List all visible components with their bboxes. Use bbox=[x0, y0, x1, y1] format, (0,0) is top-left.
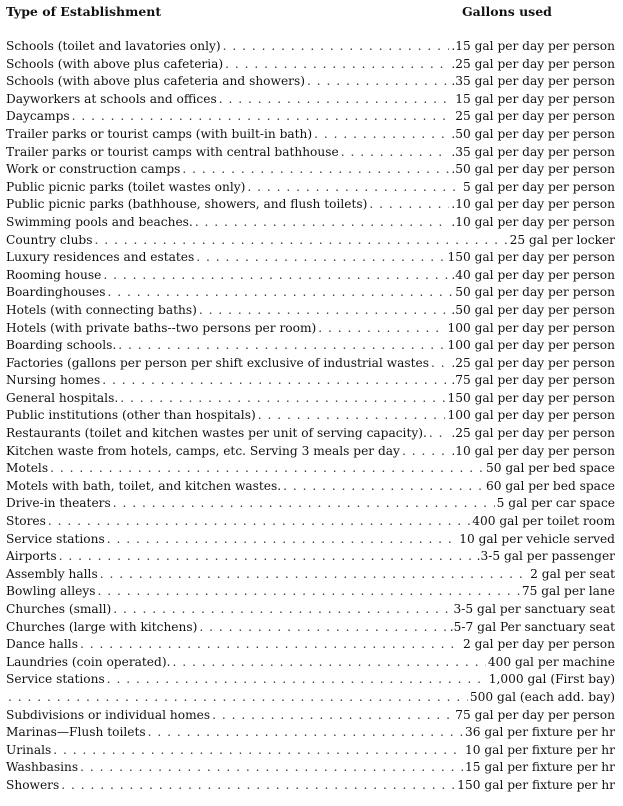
establishment-name: Daycamps bbox=[6, 109, 70, 124]
gallons-value: 5 gal per day per person bbox=[462, 179, 615, 194]
establishment-name: Restaurants (toilet and kitchen wastes per unit of serving capacity). bbox=[6, 426, 427, 441]
table-row bbox=[6, 407, 615, 425]
table-row bbox=[6, 566, 615, 584]
dot-leader bbox=[59, 548, 475, 566]
dot-leader bbox=[94, 232, 507, 250]
establishment-name: Stores bbox=[6, 514, 46, 529]
gallons-value: 10 gal per fixture per hr bbox=[465, 742, 615, 757]
establishment-name: Boarding schools. bbox=[6, 338, 117, 353]
dot-leader bbox=[107, 531, 457, 549]
gallons-value: 3-5 gal per sanctuary seat bbox=[453, 602, 615, 616]
dot-leader bbox=[53, 742, 463, 760]
dot-leader bbox=[80, 636, 461, 654]
table-row bbox=[6, 267, 615, 285]
table-row bbox=[6, 144, 615, 162]
gallons-value: .50 gal per day per person bbox=[451, 126, 615, 141]
table-row bbox=[6, 531, 615, 549]
establishment-name: Schools (with above plus cafeteria and showers) bbox=[6, 74, 305, 89]
establishment-name: Boardinghouses bbox=[6, 285, 106, 300]
establishment-name: Motels with bath, toilet, and kitchen wastes. bbox=[6, 478, 282, 493]
dot-leader bbox=[431, 355, 449, 373]
table-row bbox=[6, 601, 615, 619]
establishment-name: Country clubs bbox=[6, 232, 93, 247]
establishment-name: Public picnic parks (bathhouse, showers, and flush toilets) bbox=[6, 197, 368, 212]
gallons-value: 5 gal per car space bbox=[496, 496, 615, 511]
gallons-value: .10 gal per day per person bbox=[451, 214, 615, 229]
type-of-establishment-heading: Type of Establishment bbox=[6, 4, 162, 19]
dot-leader bbox=[219, 91, 454, 109]
gallons-value: 15 gal per day per person bbox=[455, 91, 615, 106]
establishment-name: Luxury residences and estates bbox=[6, 250, 195, 265]
table-row bbox=[6, 126, 615, 144]
gallons-value: 25 gal per locker bbox=[509, 232, 615, 247]
table-row bbox=[6, 214, 615, 232]
gallons-value: 75 gal per lane bbox=[521, 584, 615, 599]
gallons-value: .35 gal per day per person bbox=[451, 144, 615, 159]
table-row bbox=[6, 56, 615, 74]
table-row bbox=[6, 742, 615, 760]
dot-leader bbox=[8, 689, 468, 707]
gallons-value: .3-5 gal per passenger bbox=[476, 549, 615, 564]
gallons-value: .40 gal per day per person bbox=[451, 267, 615, 282]
establishment-name: Trailer parks or tourist camps (with built-in bath) bbox=[6, 126, 313, 141]
dot-leader bbox=[108, 284, 454, 302]
dot-leader bbox=[195, 214, 450, 232]
gallons-value: .25 gal per day per person bbox=[451, 56, 615, 71]
establishment-name: Dayworkers at schools and offices bbox=[6, 91, 217, 106]
table-row bbox=[6, 583, 615, 601]
table-row bbox=[6, 548, 615, 566]
gallons-value: 150 gal per fixture per hr bbox=[457, 777, 615, 792]
table-row bbox=[6, 337, 615, 355]
dot-leader bbox=[107, 671, 487, 689]
gallons-value: 15 gal per fixture per hr bbox=[465, 760, 615, 775]
establishment-name: Drive-in theaters bbox=[6, 496, 111, 511]
dot-leader bbox=[102, 372, 449, 390]
dot-leader bbox=[247, 179, 461, 197]
table-row bbox=[6, 460, 615, 478]
table-row bbox=[6, 38, 615, 56]
establishment-name: Churches (large with kitchens) bbox=[6, 619, 198, 634]
table-row bbox=[6, 179, 615, 197]
dot-leader bbox=[120, 390, 445, 408]
table-row bbox=[6, 232, 615, 250]
establishment-name: Nursing homes bbox=[6, 373, 101, 388]
dot-leader bbox=[223, 38, 450, 56]
dot-leader bbox=[118, 337, 445, 355]
table-row bbox=[6, 425, 615, 443]
establishment-name: Airports bbox=[6, 549, 57, 564]
dot-leader bbox=[103, 267, 449, 285]
gallons-value: 100 gal per day per person bbox=[447, 408, 615, 423]
gallons-value: 50 gal per bed space bbox=[486, 461, 615, 476]
gallons-value: .35 gal per day per person bbox=[451, 74, 615, 89]
gallons-value: 60 gal per bed space bbox=[486, 478, 615, 493]
establishment-name: Urinals bbox=[6, 742, 52, 757]
table-row bbox=[6, 636, 615, 654]
establishment-name: Laundries (coin operated). bbox=[6, 654, 171, 669]
establishment-name: Service stations bbox=[6, 531, 105, 546]
gallons-value: .10 gal per day per person bbox=[451, 443, 615, 458]
establishment-name: Subdivisions or individual homes bbox=[6, 707, 211, 722]
establishment-name: Bowling alleys bbox=[6, 584, 96, 599]
dot-leader bbox=[182, 161, 449, 179]
table-row bbox=[6, 302, 615, 320]
table-row bbox=[6, 759, 615, 777]
table-row bbox=[6, 196, 615, 214]
establishment-name: Service stations bbox=[6, 672, 105, 687]
dot-leader bbox=[80, 759, 463, 777]
gallons-value: 400 gal per toilet room bbox=[472, 514, 615, 529]
gallons-value: .10 gal per day per person bbox=[451, 197, 615, 212]
gallons-value: 25 gal per day per person bbox=[455, 109, 615, 124]
dot-leader bbox=[225, 56, 449, 74]
table-row bbox=[6, 689, 615, 707]
establishment-name: Rooming house bbox=[6, 267, 102, 282]
dot-leader bbox=[113, 495, 495, 513]
establishment-name: Assembly halls bbox=[6, 566, 98, 581]
dot-leader bbox=[72, 108, 454, 126]
gallons-value: 2 gal per seat bbox=[530, 566, 615, 581]
dot-leader bbox=[369, 196, 449, 214]
establishment-name: Marinas—Flush toilets bbox=[6, 725, 146, 740]
gallons-value: 75 gal per day per person bbox=[455, 707, 615, 722]
dot-leader bbox=[48, 513, 470, 531]
gallons-value: 150 gal per day per person bbox=[447, 250, 615, 265]
dot-leader bbox=[97, 583, 519, 601]
gallons-value: 500 gal (each add. bay) bbox=[469, 689, 615, 704]
table-row bbox=[6, 513, 615, 531]
dot-leader bbox=[402, 443, 449, 461]
table-row bbox=[6, 443, 615, 461]
table-row bbox=[6, 108, 615, 126]
establishment-name: General hospitals. bbox=[6, 390, 119, 405]
table-row bbox=[6, 478, 615, 496]
dot-leader bbox=[61, 777, 455, 795]
establishment-name: Swimming pools and beaches. bbox=[6, 214, 193, 229]
dot-leader bbox=[148, 724, 463, 742]
gallons-value: 400 gal per machine bbox=[487, 654, 615, 669]
table-row bbox=[6, 495, 615, 513]
table-row bbox=[6, 320, 615, 338]
gallons-value: .50 gal per day per person bbox=[451, 302, 615, 317]
gallons-value: 150 gal per day per person bbox=[447, 390, 615, 405]
establishment-name: Kitchen waste from hotels, camps, etc. Serving 3 meals per day bbox=[6, 443, 400, 458]
table-row bbox=[6, 284, 615, 302]
dot-leader bbox=[100, 566, 528, 584]
table-row bbox=[6, 372, 615, 390]
table-row bbox=[6, 654, 615, 672]
table-row bbox=[6, 390, 615, 408]
gallons-value: 100 gal per day per person bbox=[447, 338, 615, 353]
gallons-value: .25 gal per day per person bbox=[451, 426, 615, 441]
dot-leader bbox=[307, 73, 449, 91]
gallons-value: 2 gal per day per person bbox=[462, 637, 615, 652]
dot-leader bbox=[212, 707, 453, 725]
dot-leader bbox=[199, 302, 450, 320]
dot-leader bbox=[113, 601, 451, 619]
dot-leader bbox=[258, 407, 446, 425]
establishment-table bbox=[6, 38, 615, 795]
table-row bbox=[6, 777, 615, 795]
gallons-value: 36 gal per fixture per hr bbox=[465, 725, 615, 740]
gallons-value: 50 gal per day per person bbox=[455, 285, 615, 300]
table-row bbox=[6, 249, 615, 267]
establishment-name: Factories (gallons per person per shift exclusive of industrial wastes bbox=[6, 355, 429, 370]
establishment-name: Public institutions (other than hospitals) bbox=[6, 408, 256, 423]
dot-leader bbox=[196, 249, 445, 267]
dot-leader bbox=[341, 144, 450, 162]
gallons-used-heading: Gallons used bbox=[462, 4, 552, 19]
establishment-name: Schools (with above plus cafeteria) bbox=[6, 56, 224, 71]
gallons-value: 100 gal per day per person bbox=[447, 320, 615, 335]
table-row bbox=[6, 161, 615, 179]
table-row bbox=[6, 724, 615, 742]
establishment-name: Trailer parks or tourist camps with central bathhouse bbox=[6, 144, 339, 159]
gallons-value: .75 gal per day per person bbox=[451, 373, 615, 388]
table-header bbox=[6, 4, 613, 22]
establishment-name: Hotels (with connecting baths) bbox=[6, 302, 197, 317]
table-row bbox=[6, 671, 615, 689]
table-row bbox=[6, 619, 615, 637]
table-row bbox=[6, 73, 615, 91]
dot-leader bbox=[314, 126, 449, 144]
establishment-name: Dance halls bbox=[6, 637, 78, 652]
dot-leader bbox=[199, 619, 447, 637]
establishment-name: Churches (small) bbox=[6, 602, 112, 616]
table-row bbox=[6, 91, 615, 109]
gallons-value: .50 gal per day per person bbox=[451, 162, 615, 177]
establishment-name: Work or construction camps bbox=[6, 162, 181, 177]
table-row bbox=[6, 355, 615, 373]
establishment-name: Public picnic parks (toilet wastes only) bbox=[6, 179, 246, 194]
gallons-value: .5-7 gal Per sanctuary seat bbox=[449, 619, 615, 634]
dot-leader bbox=[318, 320, 445, 338]
establishment-name: Showers bbox=[6, 777, 60, 792]
dot-leader bbox=[283, 478, 484, 496]
gallons-value: 10 gal per vehicle served bbox=[459, 531, 615, 546]
gallons-value: 1,000 gal (First bay) bbox=[488, 672, 615, 687]
table-row bbox=[6, 707, 615, 725]
dot-leader bbox=[429, 425, 449, 443]
gallons-value: .25 gal per day per person bbox=[451, 355, 615, 370]
establishment-name: Schools (toilet and lavatories only) bbox=[6, 39, 221, 53]
establishment-name: Washbasins bbox=[6, 760, 79, 775]
gallons-value: .15 gal per day per person bbox=[451, 39, 615, 53]
dot-leader bbox=[50, 460, 484, 478]
establishment-name: Motels bbox=[6, 461, 49, 476]
dot-leader bbox=[172, 654, 485, 672]
establishment-name: Hotels (with private baths--two persons per room) bbox=[6, 320, 317, 335]
